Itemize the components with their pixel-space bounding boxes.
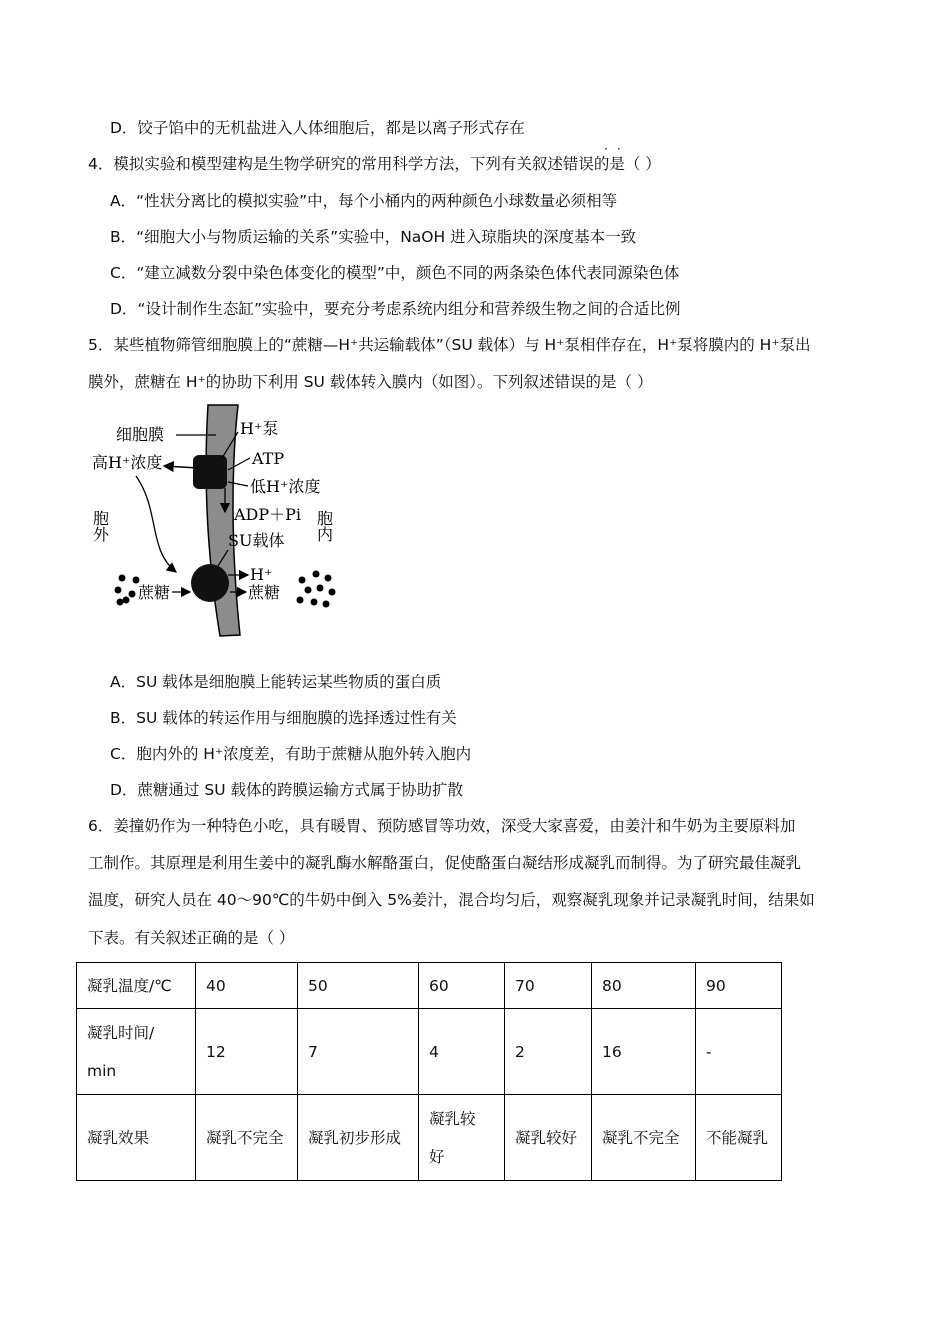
table-cell: 70	[505, 963, 592, 1009]
su-carrier-shape	[191, 564, 229, 602]
table-cell: 80	[592, 963, 696, 1009]
table-cell: 凝乳初步形成	[298, 1095, 419, 1181]
q4-option-d: D．“设计制作生态缸”实验中，要充分考虑系统内组分和营养级生物之间的合适比例	[110, 300, 681, 318]
q6-stem-line1: 6．姜撞奶作为一种特色小吃，具有暖胃、预防感冒等功效，深受大家喜爱，由姜汁和牛奶为主要原料加	[88, 817, 796, 835]
table-cell: 40	[196, 963, 298, 1009]
effect-60-a: 凝乳较	[429, 1109, 476, 1128]
q6-stem-line3: 温度，研究人员在 40～90℃的牛奶中倒入 5%姜汁，混合均匀后，观察凝乳现象并记录凝乳时间，结果如	[88, 891, 815, 909]
table-cell: 50	[298, 963, 419, 1009]
arrow-h-return	[136, 476, 176, 572]
table-cell: -	[696, 1009, 782, 1095]
arrow-h-out	[164, 466, 198, 468]
table-row	[77, 963, 782, 1009]
table-cell: 90	[696, 963, 782, 1009]
table-cell: 凝乳不完全	[592, 1095, 696, 1181]
table-row	[77, 1095, 782, 1181]
label-adp: ADP＋Pi	[234, 505, 302, 524]
q6-stem-line2: 工制作。其原理是利用生姜中的凝乳酶水解酪蛋白，促使酪蛋白凝结形成凝乳而制得。为了研究最佳凝乳	[88, 854, 802, 872]
row-header-time-a: 凝乳时间/	[87, 1023, 155, 1042]
q3-option-d: D．饺子馅中的无机盐进入人体细胞后，都是以离子形式存在	[110, 119, 525, 137]
h-pump-shape	[193, 455, 227, 489]
row-header-time	[77, 1009, 196, 1095]
table-cell: 60	[419, 963, 505, 1009]
q5-stem-line2: 膜外，蔗糖在 H⁺的协助下利用 SU 载体转入膜内（如图）。下列叙述错误的是（ ）	[88, 373, 653, 391]
sucrose-molecules-inside	[297, 571, 336, 608]
q4-option-a: A．“性状分离比的模拟实验”中，每个小桶内的两种颜色小球数量必须相等	[110, 192, 618, 210]
label-high-h: 高H⁺浓度	[92, 453, 163, 472]
label-su-carrier: SU载体	[228, 531, 285, 550]
table-cell: 2	[505, 1009, 592, 1095]
label-h-plus: H⁺	[250, 565, 273, 584]
emphasis-dots: ··	[604, 142, 630, 156]
q4-stem: 4．模拟实验和模型建构是生物学研究的常用科学方法，下列有关叙述错误的是（ ）	[88, 155, 661, 173]
table-cell: 16	[592, 1009, 696, 1095]
table-cell-60-effect	[419, 1095, 505, 1181]
sucrose-molecules-outside	[115, 575, 140, 606]
q5-option-a: A．SU 载体是细胞膜上能转运某些物质的蛋白质	[110, 673, 442, 691]
transport-diagram	[80, 400, 360, 640]
q4-option-c: C．“建立减数分裂中染色体变化的模型”中，颜色不同的两条染色体代表同源染色体	[110, 264, 680, 282]
row-header-time-b: min	[87, 1061, 117, 1080]
table-cell: 凝乳不完全	[196, 1095, 298, 1181]
label-outside: 胞外	[90, 510, 110, 542]
label-inside: 胞内	[314, 510, 334, 542]
table-cell: 凝乳较好	[505, 1095, 592, 1181]
q5-option-c: C．胞内外的 H⁺浓度差，有助于蔗糖从胞外转入胞内	[110, 745, 472, 763]
row-header-effect: 凝乳效果	[77, 1095, 196, 1181]
table-cell: 12	[196, 1009, 298, 1095]
table-cell: 不能凝乳	[696, 1095, 782, 1181]
label-sucrose-left: 蔗糖	[138, 583, 171, 602]
table-cell: 4	[419, 1009, 505, 1095]
row-header-temp: 凝乳温度/℃	[77, 963, 196, 1009]
label-sucrose-right: 蔗糖	[248, 583, 281, 602]
q4-option-b: B．“细胞大小与物质运输的关系”实验中，NaOH 进入琼脂块的深度基本一致	[110, 228, 637, 246]
label-membrane: 细胞膜	[116, 425, 165, 444]
q5-option-b: B．SU 载体的转运作用与细胞膜的选择透过性有关	[110, 709, 457, 727]
curd-data-table	[76, 962, 782, 1181]
label-atp: ATP	[252, 449, 285, 468]
q5-option-d: D．蔗糖通过 SU 载体的跨膜运输方式属于协助扩散	[110, 781, 463, 799]
label-h-pump: H⁺泵	[240, 419, 279, 438]
q6-stem-line4: 下表。有关叙述正确的是（ ）	[88, 929, 295, 947]
label-low-h: 低H⁺浓度	[250, 477, 321, 496]
q5-stem-line1: 5．某些植物筛管细胞膜上的“蔗糖—H⁺共运输载体”（SU 载体）与 H⁺泵相伴存在，H⁺泵将膜内的 H⁺泵出	[88, 336, 811, 354]
table-row	[77, 1009, 782, 1095]
table-cell: 7	[298, 1009, 419, 1095]
effect-60-b: 好	[429, 1147, 445, 1166]
